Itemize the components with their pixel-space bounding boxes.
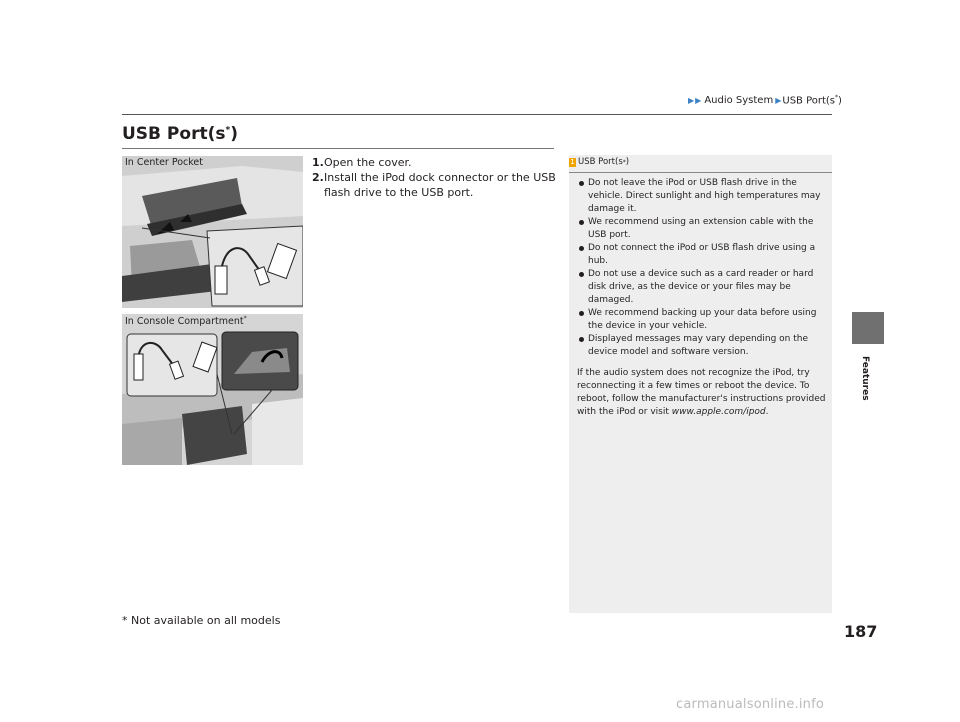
triangle-icon: ▶	[775, 95, 782, 105]
note-bullet: Displayed messages may vary depending on the device model and software version.	[577, 333, 826, 359]
title-rule	[122, 148, 554, 149]
note-heading: 1 USB Port(s * )	[570, 157, 630, 167]
footnote: * Not available on all models	[122, 614, 281, 627]
console-compartment-illustration	[122, 314, 303, 465]
note-rule	[569, 172, 832, 173]
step-item: 1. Open the cover.	[312, 156, 412, 169]
figure-label: In Console Compartment*	[125, 315, 247, 328]
section-tab[interactable]	[852, 312, 884, 344]
triangle-icon: ▶	[695, 95, 702, 105]
note-bullet: We recommend using an extension cable with the USB port.	[577, 216, 826, 242]
note-bullet: Do not leave the iPod or USB flash drive in the vehicle. Direct sunlight and high temperatures may damage it.	[577, 177, 826, 216]
note-bullet: Do not connect the iPod or USB flash drive using a hub.	[577, 242, 826, 268]
triangle-icon: ▶	[688, 95, 695, 105]
section-tab-label: Features	[860, 356, 870, 401]
breadcrumb-page: USB Port(s*)	[782, 94, 842, 107]
apple-link[interactable]: www.apple.com/ipod	[671, 407, 766, 417]
step-item: 2. Install the iPod dock connector or the USB flash drive to the USB port.	[312, 171, 556, 199]
note-number-badge: 1	[570, 158, 575, 166]
watermark: carmanualsonline.info	[676, 697, 825, 712]
center-pocket-illustration	[122, 156, 303, 308]
note-bullet: Do not use a device such as a card reader or hard disk drive, as the device or your files may be damaged.	[577, 268, 826, 307]
note-paragraph: If the audio system does not recognize the iPod, try reconnecting it a few times or reboot the device. To reboot, follow the manufacturer's instructions provided with the iPod or visit www.apple.com/ipod.	[577, 368, 826, 417]
header-rule	[122, 114, 832, 115]
breadcrumb	[688, 94, 842, 106]
page-number: 187	[844, 622, 878, 641]
instruction-steps	[312, 155, 559, 200]
page-title: USB Port(s*)	[122, 124, 238, 144]
figure-label: In Center Pocket	[125, 157, 203, 168]
note-bullet: We recommend backing up your data before using the device in your vehicle.	[577, 307, 826, 333]
breadcrumb-section[interactable]: Audio System	[704, 94, 774, 106]
note-panel	[569, 155, 832, 613]
note-bullet-list	[569, 177, 832, 359]
